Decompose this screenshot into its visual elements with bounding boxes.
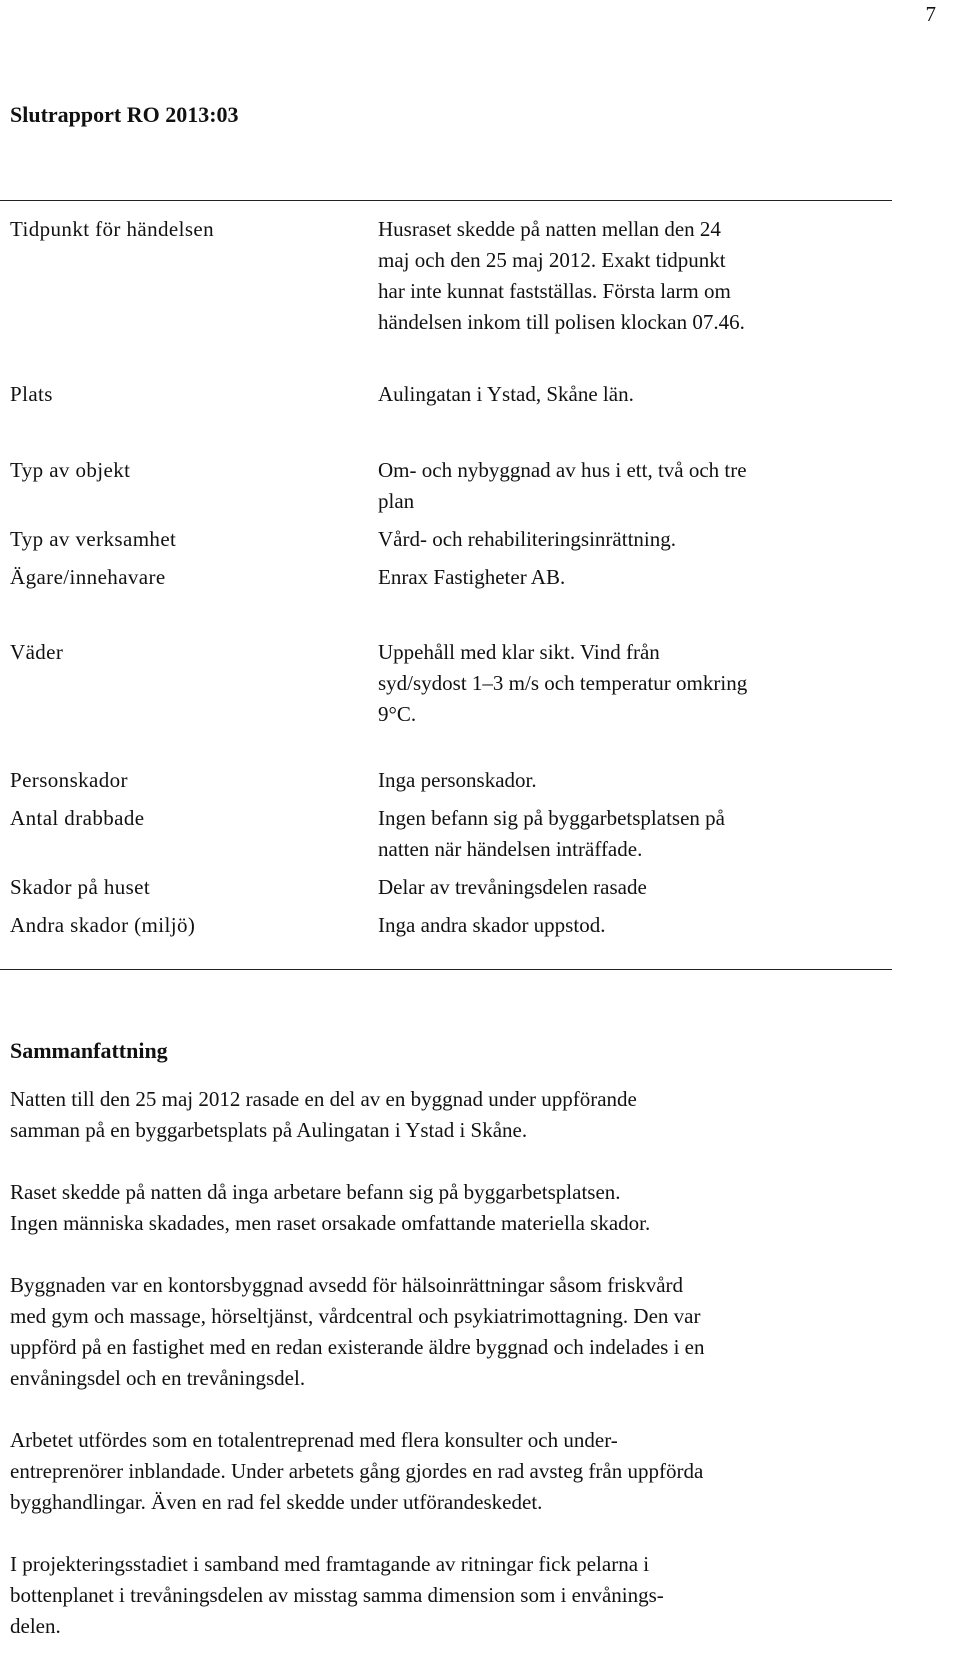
bottom-divider <box>0 969 892 970</box>
summary-paragraph: I projekteringsstadiet i samband med framtagande av ritningar fick pelarna i bottenplanet i trevåningsdelen av misstag samma dimension som i envånings- delen. <box>10 1552 664 1638</box>
fact-value-object-type: Om- och nybyggnad av hus i ett, två och tre plan <box>378 458 747 513</box>
fact-value-time: Husraset skedde på natten mellan den 24 maj och den 25 maj 2012. Exakt tidpunkt har inte kunnat fastställas. Första larm om händelsen inkom till polisen klockan 07.46. <box>378 217 745 334</box>
fact-value-other-damage: Inga andra skador uppstod. <box>378 913 606 937</box>
fact-label-activity-type: Typ av verksamhet <box>10 527 177 551</box>
fact-label-time: Tidpunkt för händelsen <box>10 217 215 241</box>
fact-label-object-type: Typ av objekt <box>10 458 131 482</box>
fact-value-owner: Enrax Fastigheter AB. <box>378 565 566 589</box>
summary-paragraph: Natten till den 25 maj 2012 rasade en del av en byggnad under uppförande samman på en byggarbetsplats på Aulingatan i Ystad i Skåne. <box>10 1087 637 1142</box>
fact-value-building-damage: Delar av trevåningsdelen rasade <box>378 875 647 899</box>
summary-paragraph: Byggnaden var en kontorsbyggnad avsedd för hälsoinrättningar såsom friskvård med gym och massage, hörseltjänst, vårdcentral och psykiatrimottagning. Den var uppförd på en fastighet med en redan existerande äldre byggnad och indelades i en envåningsdel och en trevåningsdel. <box>10 1273 705 1390</box>
summary-paragraph: Arbetet utfördes som en totalentreprenad med flera konsulter och under- entreprenörer inblandade. Under arbetets gång gjordes en rad avsteg från uppförda bygghandlingar. Även en rad fel skedde under utförandeskedet. <box>10 1428 704 1514</box>
page-number: 7 <box>925 2 936 26</box>
summary-paragraph: Raset skedde på natten då inga arbetare befann sig på byggarbetsplatsen. Ingen människa skadades, men raset orsakade omfattande materiella skador. <box>10 1180 651 1235</box>
fact-label-other-damage: Andra skador (miljö) <box>10 913 196 937</box>
fact-label-owner: Ägare/innehavare <box>10 565 166 589</box>
fact-value-weather: Uppehåll med klar sikt. Vind från syd/sydost 1–3 m/s och temperatur omkring 9°C. <box>378 640 748 726</box>
fact-label-personal-injury: Personskador <box>10 768 128 792</box>
fact-value-activity-type: Vård- och rehabiliteringsinrättning. <box>378 527 676 551</box>
fact-label-weather: Väder <box>10 640 64 664</box>
fact-label-affected-count: Antal drabbade <box>10 806 145 830</box>
fact-value-personal-injury: Inga personskador. <box>378 768 537 792</box>
fact-value-place: Aulingatan i Ystad, Skåne län. <box>378 382 634 406</box>
top-divider <box>0 200 892 201</box>
fact-value-affected-count: Ingen befann sig på byggarbetsplatsen på natten när händelsen inträffade. <box>378 806 725 861</box>
summary-heading: Sammanfattning <box>10 1038 168 1063</box>
fact-label-place: Plats <box>10 382 53 406</box>
fact-label-building-damage: Skador på huset <box>10 875 151 899</box>
report-title: Slutrapport RO 2013:03 <box>10 102 239 127</box>
